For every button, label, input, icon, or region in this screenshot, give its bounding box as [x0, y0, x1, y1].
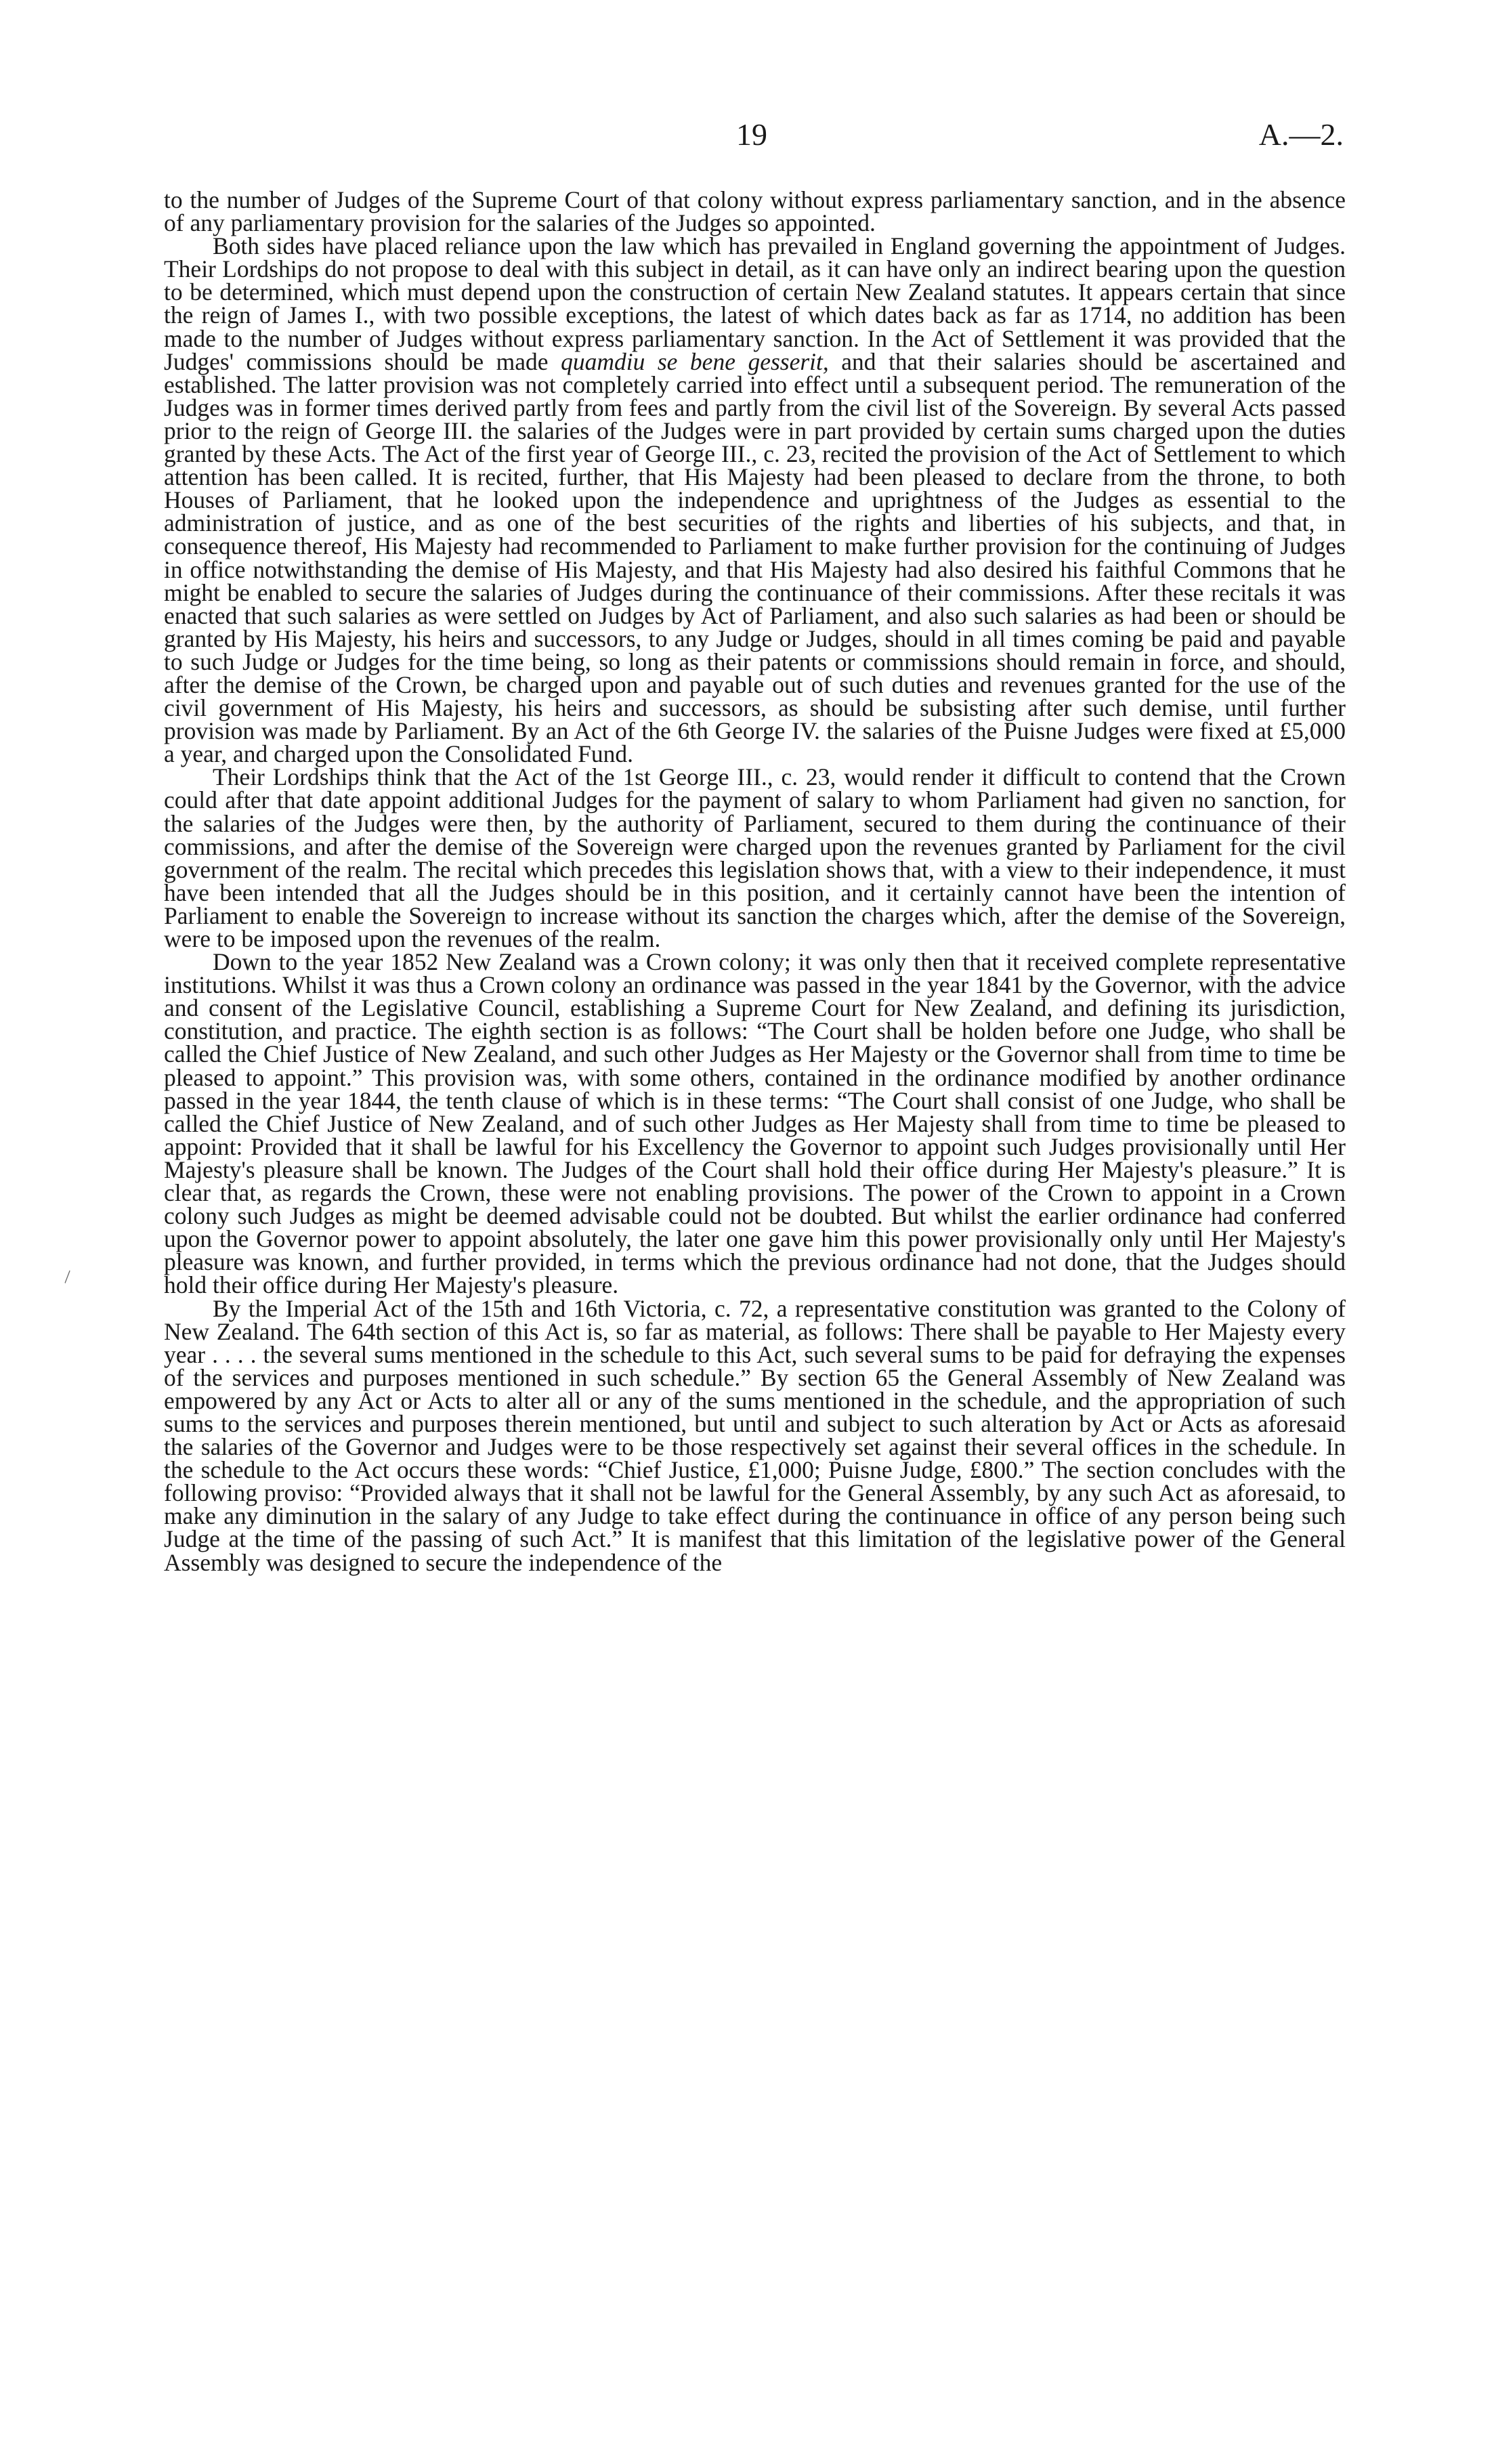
paragraph: Their Lordships think that the Act of the 1st George III., c. 23, would render it difficult to contend that the Crown could after that date appoint additional Judges for the payment of salary to whom Parliament had given no sanction, for the salaries of the Judges were then, by the authority of Parliament, secured to them during the continuance of their commissions, and after the demise of the Sovereign were charged upon the revenues granted by Parliament for the civil government of the realm. The recital which precedes this legislation shows that, with a view to their independence, it must have been intended that all the Judges should be in this position, and it certainly cannot have been the intention of Parliament to enable the Sovereign to increase without its sanction the charges which, after the demise of the Sovereign, were to be imposed upon the revenues of the realm.: [164, 763, 1346, 952]
document-reference: A.—2.: [1258, 117, 1344, 152]
paragraph: By the Imperial Act of the 15th and 16th Victoria, c. 72, a representative constitution was granted to the Colony of New Zealand. The 64th section of this Act is, so far as material, as follows: There shall be payable to Her Majesty every year . . . . the several sums mentioned in the schedule to this Act, such several sums to be paid for defraying the expenses of the services and purposes mentioned in such schedule.” By section 65 the General Assembly of New Zealand was empowered by any Act or Acts to alter all or any of the sums mentioned in the schedule, and the appropriation of such sums to the services and purposes therein mentioned, but until and subject to such alteration by Act or Acts as aforesaid the salaries of the Governor and Judges were to be those respectively set against their several offices in the schedule. In the schedule to the Act occurs these words: “Chief Justice, £1,000; Puisne Judge, £800.” The section concludes with the following proviso: “Provided always that it shall not be lawful for the General Assembly, by any such Act as aforesaid, to make any diminution in the salary of any Judge to take effect during the continuance in office of any person being such Judge at the time of the passing of such Act.” It is manifest that this limitation of the legislative power of the General Assembly was designed to secure the independence of the: [164, 1294, 1346, 1576]
paragraph-text: and that their salaries should be ascertained and established. The latter provision was not completely carried into effect until a subsequent period. The remuneration of the Judges was in former times derived partly from fees and partly from the civil list of the Sovereign. By several Acts passed prior to the reign of George III. the salaries of the Judges were in part provided by certain sums charged upon the duties granted by these Acts. The Act of the first year of George III., c. 23, recited the provision of the Act of Settlement to which attention has been called. It is recited, further, that His Majesty had been pleased to declare from the throne, to both Houses of Parliament, that he looked upon the independence and uprightness of the Judges as essential to the administration of justice, and as one of the best securities of the rights and liberties of his subjects, and that, in consequence thereof, His Majesty had recommended to Parliament to make further provision for the continuing of Judges in office notwithstanding the demise of His Majesty, and that His Majesty had also desired his faithful Commons that he might be enabled to secure the salaries of Judges during the continuance of their commissions. After these recitals it was enacted that such salaries as were settled on Judges by Act of Parliament, and also such salaries as had been or should be granted by His Majesty, his heirs and successors, to any Judge or Judges, should in all times coming be paid and payable to such Judge or Judges for the time being, so long as their patents or commissions should remain in force, and should, after the demise of the Crown, be charged upon and payable out of such duties and revenues granted for the use of the civil government of His Majesty, his heirs and successors, as should be subsisting after such demise, until further provision was made by Parliament. By an Act of the 6th George IV. the salaries of the Puisne Judges were fixed at £5,000 a year, and charged upon the Consolidated Fund.: [164, 347, 1346, 768]
paragraph-text: Both sides have placed reliance upon the law which has prevailed in England governing the appointment of Judges. Their Lordships do not propose to deal with this subject in detail, as it can have only an indirect bearing upon the question to be determined, which must depend upon the construction of certain New Zealand statutes. It appears certain that since the reign of James I., with two possible exceptions, the latest of which dates back as far as 1714, no addition has been made to the number of Judges without express parliamentary sanction. In the Act of Settlement it was provided that the Judges' commissions should be made: [164, 232, 1346, 375]
latin-phrase: quamdiu se bene gesserit,: [561, 347, 829, 375]
document-body: [164, 188, 1346, 1574]
paragraph: to the number of Judges of the Supreme Court of that colony without express parliamentary sanction, and in the absence of any parliamentary provision for the salaries of the Judges so appointed.: [164, 186, 1346, 237]
stray-mark: \: [58, 1267, 77, 1287]
paragraph: Down to the year 1852 New Zealand was a Crown colony; it was only then that it received complete representative institutions. Whilst it was thus a Crown colony an ordinance was passed in the year 1841 by the Governor, with the advice and consent of the Legislative Council, establishing a Supreme Court for New Zealand, and defining its jurisdiction, constitution, and practice. The eighth section is as follows: “The Court shall be holden before one Judge, who shall be called the Chief Justice of New Zealand, and such other Judges as Her Majesty or the Governor shall from time to time be pleased to appoint.” This provision was, with some others, contained in the ordinance modified by another ordinance passed in the year 1844, the tenth clause of which is in these terms: “The Court shall consist of one Judge, who shall be called the Chief Justice of New Zealand, and of such other Judges as Her Majesty shall from time to time be pleased to appoint: Provided that it shall be lawful for his Excellency the Governor to appoint such Judges provisionally until Her Majesty's pleasure shall be known. The Judges of the Court shall hold their office during Her Majesty's pleasure.” It is clear that, as regards the Crown, these were not enabling provisions. The power of the Crown to appoint in a Crown colony such Judges as might be deemed advisable could not be doubted. But whilst the earlier ordinance had conferred upon the Governor power to appoint absolutely, the later one gave him this power provisionally only until Her Majesty's pleasure was known, and further provided, in terms which the previous ordinance had not done, that the Judges should hold their office during Her Majesty's pleasure.: [164, 948, 1346, 1299]
page-number: 19: [736, 117, 767, 152]
page-header: [0, 116, 1496, 164]
paragraph: [164, 232, 1346, 768]
